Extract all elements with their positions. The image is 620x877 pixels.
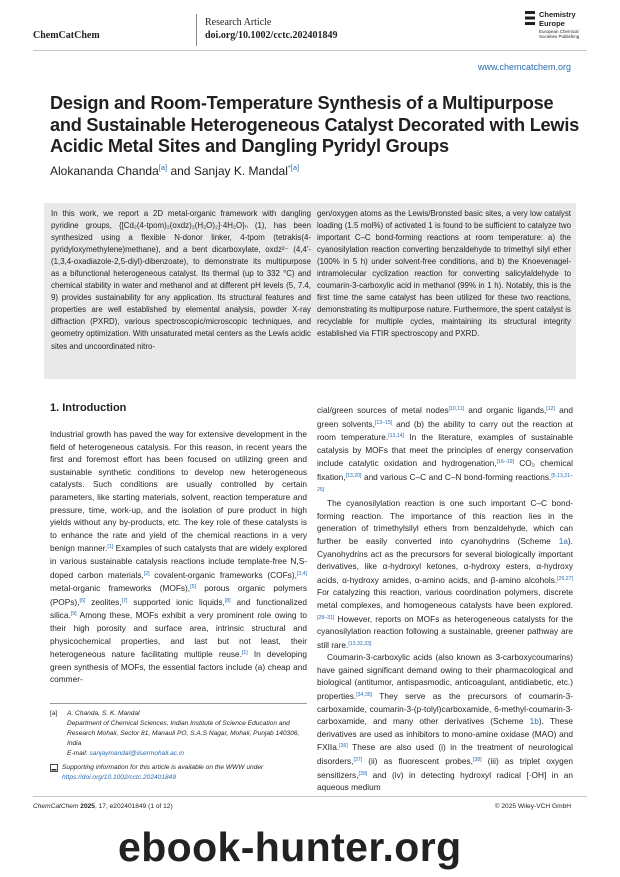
logo-text-chemistry: Chemistry [539,10,576,19]
citation-link[interactable]: [13,32,33] [348,640,372,647]
affiliation-email-line [67,749,307,759]
logo-subtitle [539,29,579,39]
citation-link[interactable]: [10,11] [448,406,465,412]
scheme-link[interactable]: 1b [529,716,539,727]
citation-link[interactable]: [2] [143,570,150,577]
citation-link[interactable]: [8] [224,597,231,604]
paragraph: cial/green sources of metal nodes[10,11] and organic ligands,[12] and green solvents,[13–15] and (b) the ability to carry out the reaction at room temperature.[13,14] In the literature, examples of sustainable catalysis by MOFs that meet the principles of energy conservation include catalytic oxidation and hydrogenation,[16–19] CO₂ chemical fixation,[13,20] and various C–C and C–N bond-forming reactions.[5,13,21–25] [317,405,574,493]
supporting-info-text: Supporting information for this article is available on the WWW under [62,764,264,771]
footer-copyright: © 2025 Wiley-VCH GmbH [494,803,571,810]
paragraph: Coumarin-3-carboxylic acids (also known as 3-carboxycoumarins) have gained significant demand owing to their pharmacological and biological (antitumor, antispasmodic, anticoagulant, antidiabetic, etc.) properties.[34,35] They serve as the precursors of coumarin-3-carboxamide, coumarin-3-(p-tolyl)carboxamide, 6-methyl-coumarin-3-carboxamide, and many other derivatives (Scheme 1b). These derivatives are used as inhibitors to mono-amine oxidase (MAO) and FXIIa.[36] These are also used (i) in the treatment of neurological disorders,[37] (ii) as fluorescent probes,[38] (iii) as triplet oxygen sensitizers,[39] and (iv) in detecting hydroxyl radical [·OH] in an aqueous medium [317,652,573,793]
citation-link[interactable]: [6] [79,597,86,604]
affiliation-names: A. Chanda, S. K. Mandal [67,710,140,717]
citation-link[interactable]: [5,13,21–25] [317,472,573,493]
citation-link[interactable]: [7] [121,597,128,604]
citation-link[interactable]: [13,14] [388,433,405,440]
scheme-link[interactable]: 1a [558,535,568,546]
citation-link[interactable]: [12] [546,406,555,412]
section-heading: 1. Introduction [50,402,127,414]
logo-subtitle-line1: European Chemical [539,29,579,34]
citation-link[interactable]: [28–31] [317,614,335,621]
paragraph: The cyanosilylation reaction is one such important C–C bond-forming reaction. The importance of this reaction lies in the generation of trimethylsilyl ethers from benzaldehyde, which can further be easily converted into cyanohydrins (Scheme 1a). Cyanohydrins act as the precursors for several biologically important derivatives, like α-hydroxyl ketones, α-hydroxy esters, α-hydroxy acids, α-hydroxy amides, α-amino acids, and β-amino alcohols.[26,27] For catalyzing this reaction, various coordination polymers, discrete metal complexes, and homogeneous catalysts have been explored.[28–31] However, reports on MOFs as heterogeneous catalysts for the cyanosilylation reaction following a sustainable, greener pathway are still rare.[13,32,33] [317,498,573,650]
watermark: ebook-hunter.org [118,824,462,870]
article-type: Research Article [205,17,272,28]
citation-link[interactable]: [37] [353,757,363,764]
affiliation-rule [50,703,307,704]
citation-link[interactable]: [26,27] [557,575,573,582]
author-name: Sanjay K. Mandal [193,164,288,178]
supporting-info-link[interactable]: https://doi.org/10.1002/cctc.202401849 [62,774,177,782]
author-line [50,163,299,178]
citation-link[interactable]: [39] [358,770,368,777]
chemistry-europe-logo[interactable] [525,10,615,46]
body-column-left [50,428,307,686]
abstract-column-2: gen/oxygen atoms as the Lewis/Bronsted basic sites, a very low catalyst loading (1.5 mol%) of activated 1 is found to be sufficient to catalyze two important C–C bond-forming reactions at room temperature: a) the cyanosilylation reaction converting benzaldehyde to trimethyl silyl ether (100% in 5 h) under solvent-free conditions, and b) the Knoevenagel-intramolecular cyclization reaction for converting salicylaldehyde to coumarin-3-carboxylic acid in methanol (99% in 1 h). Notably, this is the first time the same catalyst has been utilized for these two reactions, demonstrating its multipurpose nature. Furthermore, the spent catalyst is recyclable for multiple cycles, maintaining its structural integrity established via FTIR spectroscopy and PXRD. [317,209,571,339]
affiliation-department: Department of Chemical Sciences, Indian Institute of Science Education and Research Mohali, Sector 81, Manauli PO, S.A.S Nagar, Mohali, Punjab 140306, India [67,720,300,748]
footer-rule [33,796,587,797]
citation-link[interactable]: [9] [70,611,77,618]
doi-link[interactable]: doi.org/10.1002/cctc.202401849 [205,30,338,41]
citation-link[interactable]: [38] [472,757,482,764]
header-divider [196,14,197,46]
citation-link[interactable]: [36] [339,743,348,750]
supporting-info-icon [50,764,58,772]
citation-link[interactable]: [16–19] [496,459,514,466]
article-title: Design and Room-Temperature Synthesis of a Multipurpose and Sustainable Heterogeneous Catalyst Decorated with Lewis Acidic Metal Sites and Dangling Pyridyl Groups [50,93,579,156]
email-label: E-mail: [67,750,90,758]
supporting-info [50,763,307,783]
citation-link[interactable]: [5] [190,584,196,591]
citation-link[interactable]: [34,35] [356,692,373,699]
journal-name: ChemCatChem [33,30,100,41]
corresponding-marker[interactable]: *[a] [287,163,300,172]
citation-link[interactable]: [3,4] [296,570,308,577]
journal-url-link[interactable]: www.chemcatchem.org [477,62,571,72]
affiliation-marker[interactable]: [a] [158,163,168,172]
citation-link[interactable]: [1] [107,544,114,551]
logo-subtitle-line2: Societies Publishing [539,34,580,40]
logo-text-europe: Europe [539,19,565,28]
citation-link[interactable]: [1] [241,650,248,657]
footer-citation: ChemCatChem 2025, 17, e202401849 (1 of 12) [33,803,173,810]
logo-mark-icon [525,11,535,25]
affiliation-label: [a] [50,710,58,717]
header-rule [33,50,587,51]
email-link[interactable]: sanjaymandal@iisermohali.ac.in [89,750,185,758]
author-name: Alokananda Chanda [50,164,159,178]
author-join: and [167,164,194,178]
citation-link[interactable]: [13,20] [345,472,362,479]
paragraph: Industrial growth has paved the way for extensive development in the field of heterogeneous catalysis. For this reason, in recent years the first and foremost effort has been focused on utilizing green and sustainable synthetic conditions to develop new heterogeneous catalysts. Such conditions are usually controlled by certain parameters, like starting materials, solvent, reaction temperature and pressure, time, work-up, and the isolation of pure product in high yields without any by-products, etc. The key role of these catalysts is to enhance the rate and yield of the chemical reactions in a very benign manner.[1] Examples of such catalysts that are widely explored in various sustainable catalysis reactions include template-free N,S-doped carbon materials,[2] covalent-organic frameworks (COFs),[3,4] metal-organic frameworks (MOFs),[5] porous organic polymers (POPs),[6] zeolites,[7] supported ionic liquids,[8] and functionalized silica.[9] Among these, MOFs exhibit a very prominent role owing to their high porosity and surface area, intrinsic structural and physicochemical properties, and last but not least, their heterogeneous nature facilitating multiple reuse.[1] In developing green synthesis of MOFs, the essential factors include (a) cheap and commer- [50,429,308,685]
body-column-right [317,403,573,794]
citation-link[interactable]: [13–15] [374,419,393,426]
affiliation-block [50,709,307,759]
abstract-column-1: In this work, we report a 2D metal-organic framework with dangling pyridine groups, {[Cd₂(4-tpom)₂(oxdz)₂(H₂O)₂]·4H₂O}ₙ (1), has been synthesized using a flexible N-donor linker, 4-tpom (tetrakis(4-pyridyloxymethylene)methane), and a bent dicarboxylate, oxdz²⁻ (4,4′-(1,3,4-oxadiazole-2,5-diyl)-dibenzoate), to demonstrate its multipurpose as a bifunctional heterogeneous catalyst. Its thermal (up to 332 °C) and chemical stability in water and methanol and at different pH levels (5, 7.4, 9) provides sustainability for any application. Its structural features and properties are well established by elemental analysis, powder X-ray diffraction (PXRD), various spectroscopic/microscopic techniques, and geometry optimization. With unsaturated metal centers as the Lewis acidic sites and uncoordinated nitro- [51,209,311,351]
